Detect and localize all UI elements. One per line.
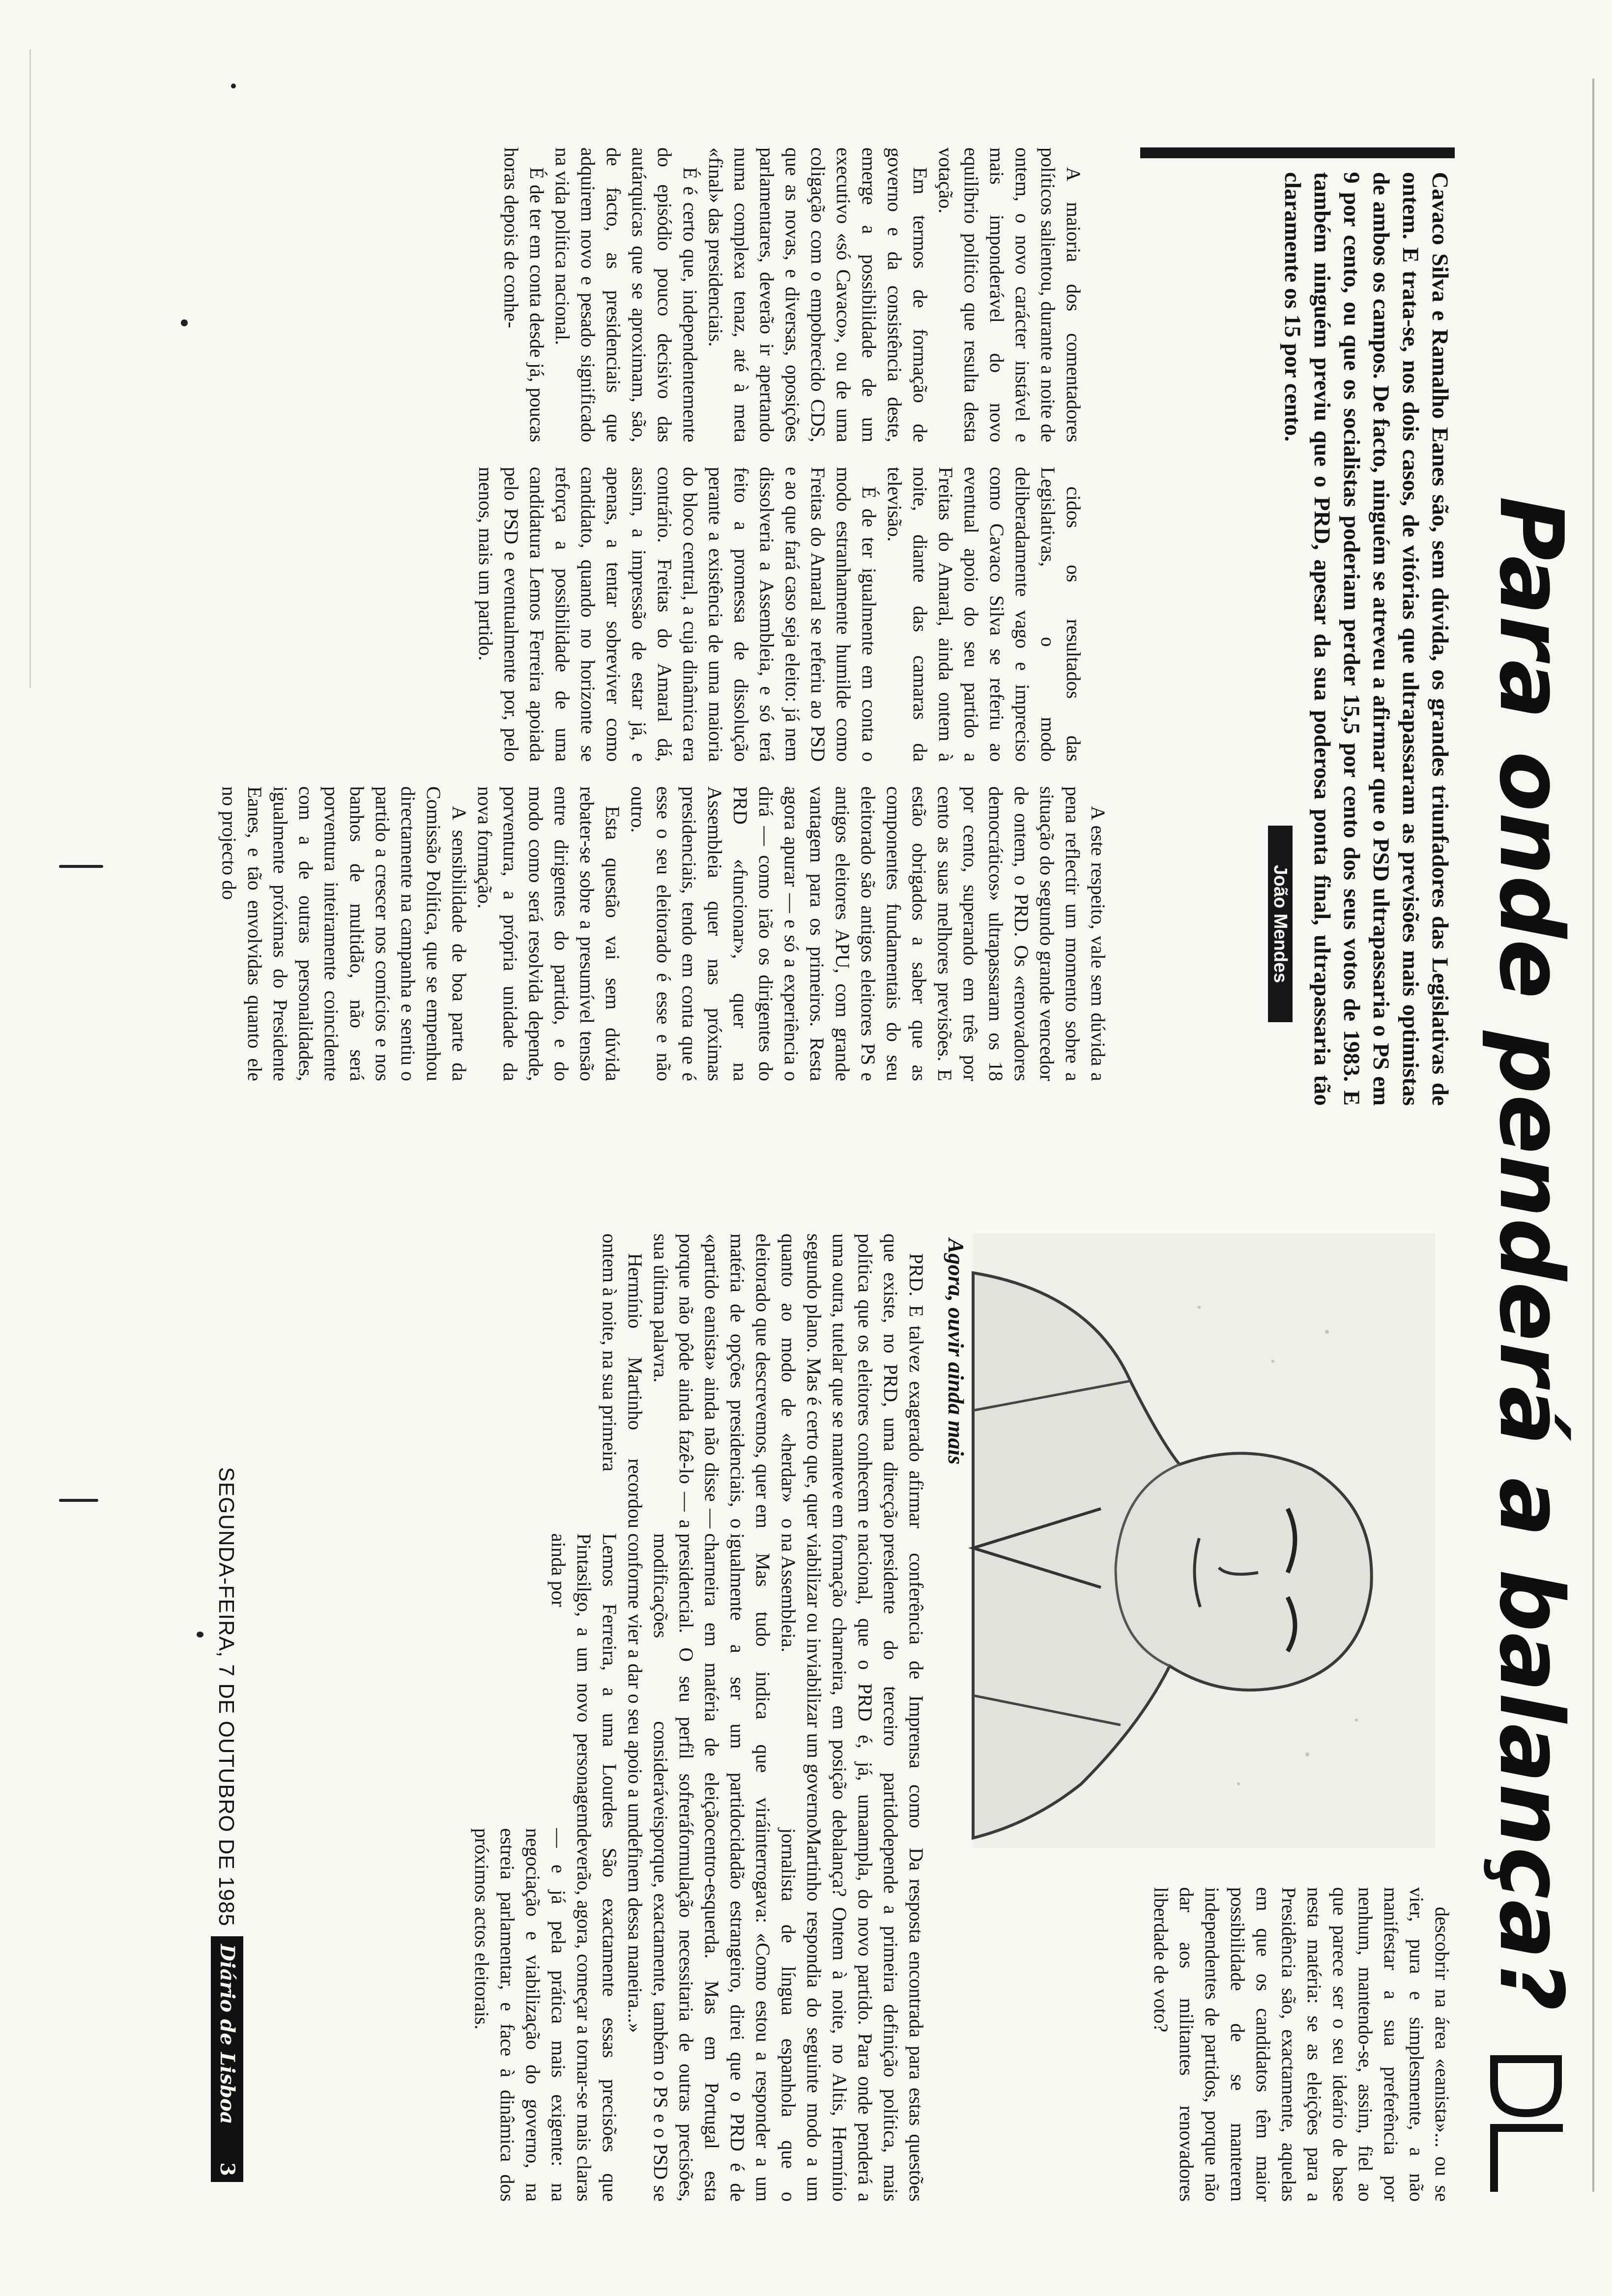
paragraph: Mas tudo indica que virá igualmente a ser um partido charneira em matéria de eleição presidencial. O seu perfil sofrerá modificações consideráveis conforme vier a dar o seu apoio a um Lemos Ferreira, a uma Lourdes Pintasilgo, a um novo personagem ainda por bbox=[547, 1533, 774, 1828]
paragraph: É de ter igualmente em conta o modo estranhamente humilde como Freitas do Amaral se referiu ao PSD e ao que fará caso seja eleito: já nem dissolveria a Assembleia, e só terá feito a promessa de dissolução perante a existência de uma maioria do bloco central, a cuja dinâmica era contrário. Freitas do Amaral dá, assim, a impressão de estar já, e apenas, a tentar sobreviver como candidato, quando no horizonte se reforça a possibilidade de uma candidatura Lemos Ferreira apoiada pelo PSD e eventualmente por, pelo menos, mais um partido. bbox=[475, 467, 880, 762]
paragraph: PRD. E talvez exagerado afirmar que existe, no PRD, uma direcção política que os eleitores conhecem e uma outra, tutelar que se manteve em segundo plano. Mas é certo que, quer quanto ao modo de «herdar» o eleitorado que descrevemos, quer em matéria de opções presidenciais, o «partido eanista» ainda não disse — porque não pôde ainda fazê-lo — a sua última palavra. bbox=[650, 1234, 927, 1528]
paragraph: A maioria dos comentadores políticos salientou, durante a noite de ontem, o novo carácter instável e mais imponderável do novo equilíbrio político que resulta desta votação. bbox=[935, 147, 1085, 442]
paragraph: É é certo que, independentemente do episódio pouco decisivo das autárquicas que se aproximam, são, de facto, as presidenciais que adquirem novo e pesado significado na vida política nacional. bbox=[551, 147, 701, 442]
headline: Para onde penderá a balança? bbox=[1480, 496, 1582, 2012]
article-sheet bbox=[147, 39, 1583, 2221]
text-column-4 bbox=[241, 1234, 929, 1528]
paragraph: É de ter em conta desde já, poucas horas depois de conhe- bbox=[500, 147, 548, 442]
scan-edge-line bbox=[29, 49, 31, 688]
text-column-6-top bbox=[944, 1887, 1455, 2202]
paragraph: descobrir na área «eanista»... ou se vier, pura e simplesmente, a não manifestar a sua preferência por nenhum, mantendo-se, assim, fiel ao que parece ser o seu ideário de base nesta matéria: se as eleições para a Presidência são, exactamente, aquelas em que os candidatos têm maior possibilidade de se manterem independentes de partidos, porque não dar aos militantes renovadores liberdade de voto? bbox=[1150, 1887, 1453, 2202]
dl-logo-icon bbox=[1479, 2049, 1573, 2197]
paragraph: A este respeito, vale sem dúvida a pena reflectir um momento sobre a situação do segundo grande vencedor de ontem, o PRD. Os «renovadores democráticos» ultrapassaram os 18 por cento, superando em três por cento as suas melhores previsões. E estão obrigados a saber que as componentes fundamentais do seu eleitorado são antigos eleitores PS e antigos eleitores APU, com grande vantagem para os primeiros. Resta agora apurar — e só a experiência o dirá — como irão os dirigentes do PRD «funcionar», quer na Assembleia quer nas próximas presidenciais, tendo em conta que é esse o seu eleitorado é esse e não outro. bbox=[627, 786, 1109, 1081]
paragraph: conferência de Imprensa como presidente do terceiro partido nacional, que o PRD é, já, uma formação charneira, em posição de viabilizar ou inviabilizar um governo na Assembleia. bbox=[777, 1533, 927, 1828]
paragraph: A sensibilidade de boa parte da Comissão Política, que se empenhou directamente na campanha e sentiu o partido a crescer nos comícios e nos banhos de multidão, não será porventura inteiramente coincidente com a de outras personalidades, igualmente próximas do Presidente Eanes, e tão envolvidas quanto ele no projecto do bbox=[218, 786, 470, 1081]
lead-paragraph: Cavaco Silva e Ramalho Eanes são, sem dúvida, os grandes triunfadores das Legislativas de ontem. E trata-se, nos dois casos, de vitórias que ultrapassaram as previsões mais optimistas de ambos os campos. De facto, ninguém se atreveu a afirmar que o PSD ultrapassaria o PS em 9 por cento, ou que os socialistas poderiam perder 15,5 por cento dos seus votos de 1983. E também ninguém previu que o PRD, apesar da sua poderosa ponta final, ultrapassaria tão claramente os 15 por cento. bbox=[1280, 172, 1453, 1106]
text-column-6 bbox=[251, 1828, 929, 2202]
paragraph: São exactamente essas precisões que deverão, agora, começar a tornar-se mais claras — e já pela prática mais exigente: na negociação e viabilização do governo, na estreia parlamentar, e face à dinâmica dos próximos actos eleitorais. bbox=[471, 1828, 621, 2202]
paragraph: Esta questão vai sem dúvida rebater-se sobre a presumível tensão entre dirigentes do partido, e do modo como será resolvida depende, porventura, a própria unidade da nova formação. bbox=[474, 786, 624, 1081]
scan-edge-line bbox=[1592, 79, 1594, 2192]
text-column-2 bbox=[300, 467, 1086, 762]
masthead bbox=[211, 1936, 243, 2182]
text-column-3 bbox=[218, 786, 1111, 1081]
scan-speck bbox=[59, 865, 103, 868]
paragraph: Da resposta encontrada para estas questões depende a primeira definição política, mais ampla, do novo partido. Para onde penderá a balança? Ontem à noite, no Altis, Hermínio Martinho respondia do seguinte modo a um jornalista de língua espanhola que o interrogava: «Como estou a responder a um cidadão estrangeiro, direi que o PRD é de centro-esquerda. Mas em Portugal esta formulação necessitaria de outras precisões, porque, exactamente, também o PS e o PSD se definem dessa maneira...» bbox=[624, 1828, 927, 2202]
lead-box bbox=[1140, 147, 1455, 1106]
paragraph: Hermínio Martinho recordou ontem à noite, na sua primeira bbox=[599, 1234, 646, 1528]
byline: João Mendes bbox=[1268, 826, 1293, 1022]
scan-speck bbox=[59, 1499, 98, 1502]
paragraph: cidos os resultados das Legislativas, o modo deliberadamente vago e impreciso como Cavaco Silva se referiu ao eventual apoio do seu partido a Freitas do Amaral, ainda ontem à noite, diante das camaras da televisão. bbox=[884, 467, 1085, 762]
portrait-photo bbox=[973, 1234, 1435, 1848]
dateline: SEGUNDA-FEIRA, 7 DE OUTUBRO DE 1985 bbox=[214, 1467, 238, 1926]
page-number: 3 bbox=[216, 2162, 239, 2176]
paragraph: Em termos de formação de governo e da consistência deste, emerge a possibilidade de um executivo «só Cavaco», ou de uma coligação com o empobrecido CDS, que as novas, e diversas, oposições parlamentares, deverão ir apertando numa complexa tenaz, até à meta «final» das presidenciais. bbox=[705, 147, 931, 442]
text-column-5 bbox=[251, 1533, 929, 1828]
text-column-1 bbox=[300, 147, 1086, 442]
masthead-title: Diário de Lisboa bbox=[216, 1944, 239, 2124]
photo-caption: Agora, ouvir ainda mais bbox=[944, 1238, 969, 1465]
